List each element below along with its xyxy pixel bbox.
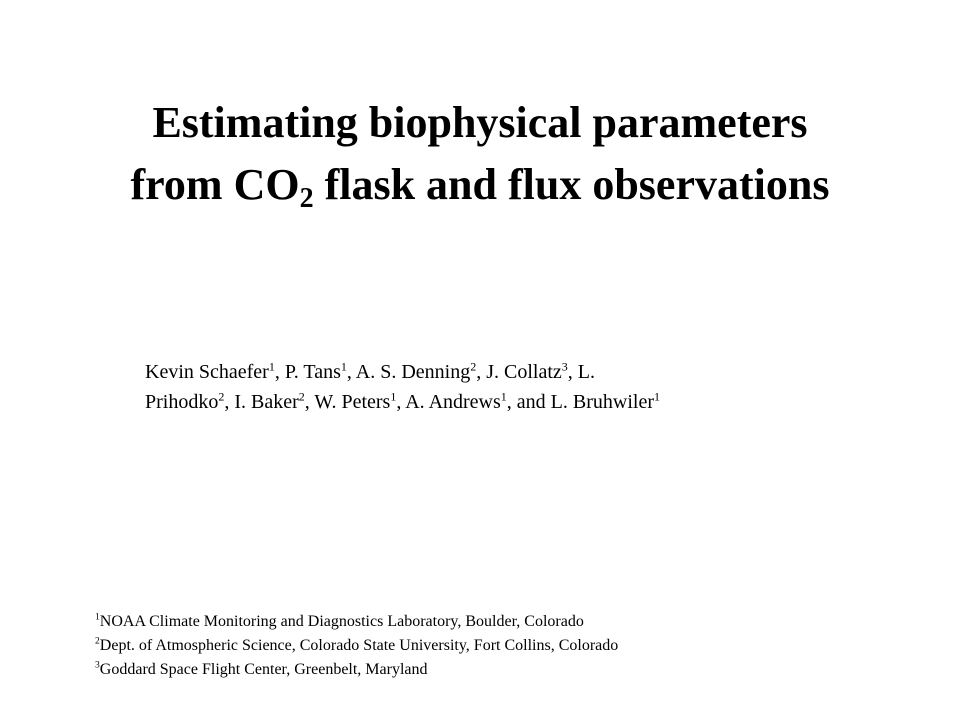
author-name: A. Andrews	[405, 391, 501, 413]
author-name: J. Collatz	[486, 361, 562, 383]
author-name: L. Bruhwiler	[550, 391, 654, 413]
author-list	[145, 357, 845, 417]
author-name: A. S. Denning	[355, 361, 471, 383]
author-separator: ,	[274, 361, 285, 383]
author-affiliation-mark: 1	[390, 389, 397, 404]
affiliation-item	[95, 610, 875, 634]
author-line-2	[145, 387, 845, 417]
author-affiliation-mark: 1	[500, 389, 507, 404]
author-separator: , and	[506, 391, 551, 413]
author-line-1	[145, 357, 845, 387]
author-name: P. Tans	[284, 361, 341, 383]
affiliation-item	[95, 658, 875, 682]
affiliation-text: NOAA Climate Monitoring and Diagnostics Laboratory, Boulder, Colorado	[99, 613, 584, 630]
author-affiliation-mark: 2	[298, 389, 305, 404]
author-separator: ,	[476, 361, 487, 383]
author-affiliation-mark: 1	[340, 359, 347, 374]
author-separator: ,	[346, 361, 356, 383]
author-affiliation-mark: 1	[268, 359, 275, 374]
affiliation-number: 3	[95, 659, 100, 671]
author-affiliation-mark: 1	[653, 389, 660, 404]
author-separator: ,	[304, 391, 315, 413]
title-line-2-start: from CO	[130, 160, 300, 209]
author-name: I. Baker	[234, 391, 299, 413]
affiliation-item	[95, 634, 875, 658]
slide-title	[40, 92, 920, 216]
title-line-2	[40, 154, 920, 216]
affiliation-text: Dept. of Atmospheric Science, Colorado State University, Fort Collins, Colorado	[99, 637, 619, 654]
author-name: Prihodko	[145, 391, 219, 413]
affiliation-list	[95, 610, 875, 682]
title-line-2-end: flask and flux observations	[313, 160, 830, 209]
author-name: Kevin Schaefer	[145, 361, 269, 383]
author-name: W. Peters	[314, 391, 391, 413]
author-affiliation-mark: 2	[470, 359, 477, 374]
author-separator: ,	[396, 391, 406, 413]
affiliation-text: Goddard Space Flight Center, Greenbelt, Maryland	[99, 661, 428, 678]
affiliation-number: 2	[95, 635, 100, 647]
author-affiliation-mark: 2	[218, 389, 225, 404]
author-separator: ,	[224, 391, 235, 413]
author-affiliation-mark: 3	[561, 359, 568, 374]
author-separator: , L.	[567, 361, 595, 383]
co2-subscript: 2	[299, 183, 314, 214]
affiliation-number: 1	[95, 611, 100, 623]
title-line-1: Estimating biophysical parameters	[152, 98, 808, 147]
